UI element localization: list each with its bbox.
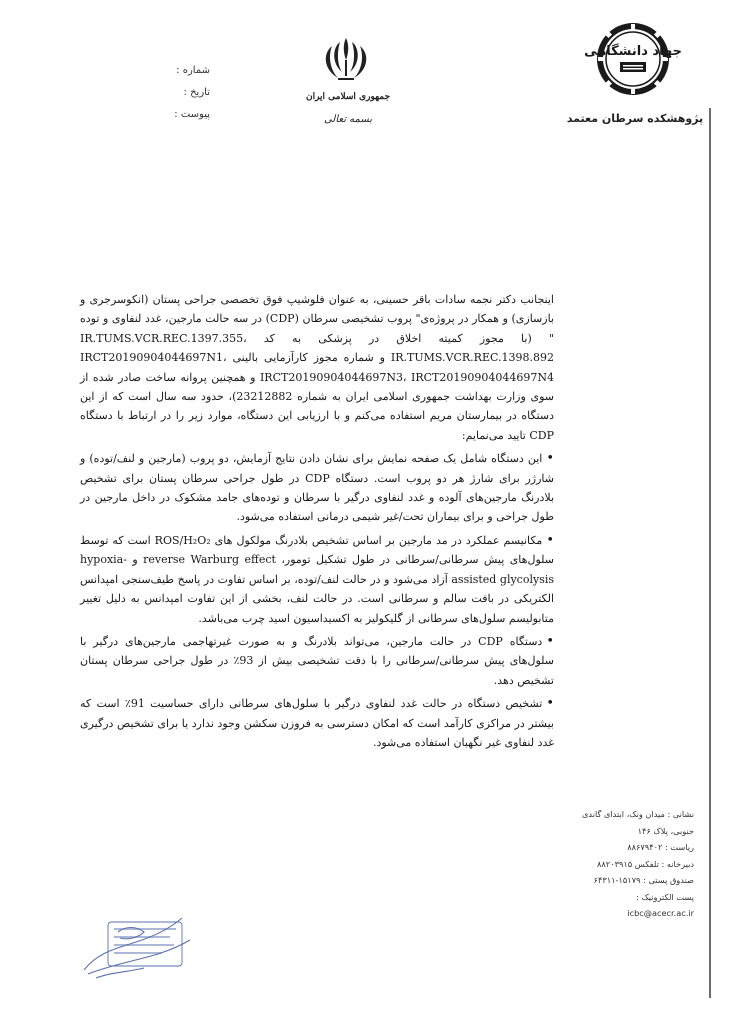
letter-bullet-4 bbox=[80, 694, 554, 752]
margin-divider bbox=[709, 108, 711, 998]
contact-email: icbc@acecr.ac.ir bbox=[627, 908, 694, 918]
jahad-logo-icon bbox=[584, 22, 682, 96]
meta-date-label: تاریخ : bbox=[183, 87, 210, 98]
bullet-icon: • bbox=[546, 532, 554, 548]
bullet-text: مکانیسم عملکرد در مد مارجین بر اساس تشخیص بلادرنگ مولکول های ROS/H₂O₂ است که توسط سلول‌های پیش سرطانی/سرطانی در طول تشکیل تومور، reverse Warburg effect و hypoxia-assisted glycolysis آزاد می‌شود و در حالت لنف/توده، بر اساس تفاوت در پاسخ طیف‌سنجی امپدانس الکتریکی در بافت سالم و سرطانی است. در حالت لنف، بخشی از این تفاوت امپدانس به دلیل تغییر متابولیسم سلول‌های سرطانی از گلیکولیز به اکسیداسیون اسید چرب می‌باشد. bbox=[80, 533, 555, 625]
address-line: پست الکترونیک : bbox=[636, 891, 694, 902]
bullet-text: دستگاه CDP در حالت مارجین، می‌تواند بلادرنگ و به صورت غیرتهاجمی مارجین‌های درگیر با سلول‌های پیش سرطانی/سرطانی را با دقت تشخیصی بیش از 93٪ در طول جراحی سرطان پستان تشخیص دهد. bbox=[80, 634, 554, 687]
bullet-text: این دستگاه شامل یک صفحه نمایش برای نشان دادن نتایج آزمایش، دو پروب (مارجین و لنف/توده) و شارژر برای شارژ هر دو پروب است. دستگاه CDP در طول جراحی سرطان پستان برای تشخیص بلادرنگ مارجین‌های آلوده و غدد لنفاوی درگیر با سرطان و توده‌های جامد مشکوک در داخل مارجین در طول جراحی و برای بیماران تحت/غیر شیمی درمانی استفاده می‌شود. bbox=[80, 452, 554, 524]
address-line: جنوبی، پلاک ۱۴۶ bbox=[637, 825, 694, 836]
iran-emblem-icon bbox=[318, 34, 374, 84]
letter-bullet-1 bbox=[80, 449, 554, 527]
country-subtitle: بسمه تعالی bbox=[323, 114, 373, 125]
organization-name: پژوهشکده سرطان معتمد bbox=[566, 112, 704, 125]
bullet-icon: • bbox=[546, 451, 554, 467]
bullet-text: تشخیص دستگاه در حالت غدد لنفاوی درگیر با سلول‌های سرطانی دارای حساسیت 91٪ است که بیشتر در مراکزی کارآمد است که امکان دسترسی به فروزن سکشن وجود ندارد یا برای تشخیص درگیری غدد لنفاوی غیر نگهبان استفاده می‌شود. bbox=[80, 697, 554, 749]
address-line: صندوق پستی : ۱۵۱۷۹-۶۴۳۱۱ bbox=[593, 875, 694, 885]
meta-attachment-label: پیوست : bbox=[174, 109, 210, 120]
address-line: دبیرخانه : تلفکس ۸۸۲۰۳۹۱۵ bbox=[597, 858, 694, 869]
letter-bullet-2 bbox=[80, 531, 554, 628]
letter-bullet-3 bbox=[80, 632, 554, 690]
bullet-icon: • bbox=[546, 696, 554, 712]
country-name: جمهوری اسلامی ایران bbox=[305, 92, 391, 102]
letter-body bbox=[80, 290, 554, 752]
meta-number-label: شماره : bbox=[176, 65, 210, 76]
letter-intro: اینجانب دکتر نجمه سادات باقر حسینی، به عنوان فلوشیپ فوق تخصصی جراحی پستان (انکوسرجری و بازسازی) و همکار در پروژه‌ی" پروب تشخیصی سرطان (CDP) در سه حالت مارجین، غدد لنفاوی و توده " (با مجوز کمیته اخلاق در پزشکی به کد IR.TUMS.VCR.REC.1397.355، IR.TUMS.VCR.REC.1398.892 و شماره مجوز کارآزمایی بالینی IRCT20190904044697N1، IRCT20190904044697N3، IRCT20190904044697N4 و همچنین پروانه ساخت صادر شده از سوی وزارت بهداشت جمهوری اسلامی ایران به شماره 23212882)، حدود سه سال است که از این دستگاه در بیمارستان مریم استفاده می‌کنم و با ارزیابی این دستگاه، موارد زیر را در ارتباط با دستگاه CDP تایید می‌نمایم: bbox=[80, 293, 555, 442]
signature-stamp-icon bbox=[78, 912, 198, 992]
bullet-icon: • bbox=[546, 633, 554, 649]
logo-text: جهاد دانشگاهی bbox=[584, 44, 682, 59]
address-line: ریاست : ۸۸۶۷۹۴۰۲ bbox=[627, 842, 694, 852]
letter-meta bbox=[150, 60, 210, 126]
address-line: نشانی : میدان ونک، ابتدای گاندی bbox=[582, 809, 694, 819]
address-block bbox=[576, 806, 694, 922]
